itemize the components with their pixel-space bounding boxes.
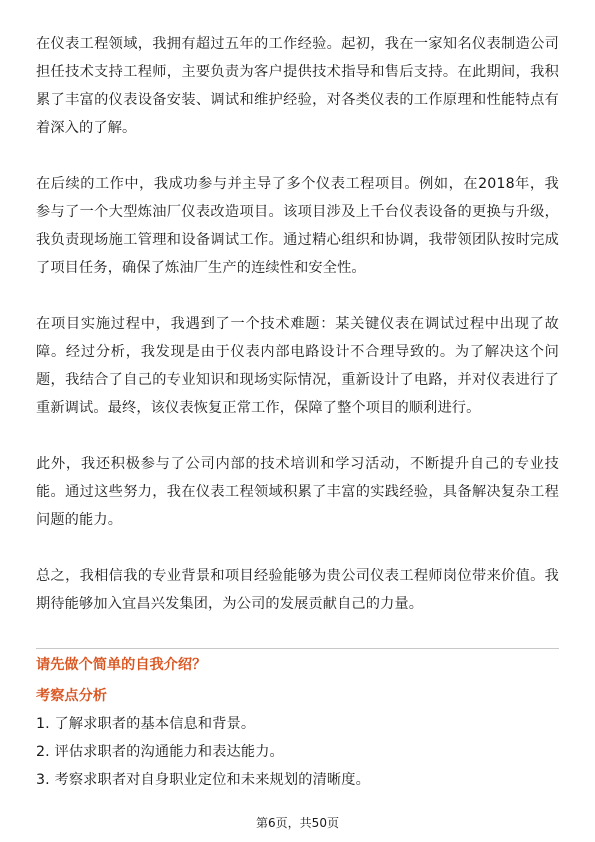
analysis-point: 2. 评估求职者的沟通能力和表达能力。: [36, 744, 284, 760]
answer-paragraph: 在仪表工程领域，我拥有超过五年的工作经验。起初，我在一家知名仪表制造公司担任技术支持工程师，主要负责为客户提供技术指导和售后支持。在此期间，我积累了丰富的仪表设备安装、调试和维护经验，对各类仪表的工作原理和性能特点有着深入的了解。: [36, 36, 559, 136]
analysis-point: 1. 了解求职者的基本信息和背景。: [36, 716, 256, 732]
answer-paragraph: 在项目实施过程中，我遇到了一个技术难题：某关键仪表在调试过程中出现了故障。经过分析，我发现是由于仪表内部电路设计不合理导致的。为了解决这个问题，我结合了自己的专业知识和现场实际情况，重新设计了电路，并对仪表进行了重新调试。最终，该仪表恢复正常工作，保障了整个项目的顺利进行。: [36, 316, 559, 416]
answer-paragraph: 总之，我相信我的专业背景和项目经验能够为贵公司仪表工程师岗位带来价值。我期待能够加入宜昌兴发集团，为公司的发展贡献自己的力量。: [36, 568, 559, 612]
answer-body: [36, 30, 559, 628]
analysis-list: [36, 710, 559, 794]
question-title: 请先做个简单的自我介绍？: [36, 657, 207, 673]
answer-paragraph: 此外，我还积极参与了公司内部的技术培训和学习活动，不断提升自己的专业技能。通过这些努力，我在仪表工程领域积累了丰富的实践经验，具备解决复杂工程问题的能力。: [36, 456, 559, 528]
page-number: 第6页，共50页: [256, 816, 339, 830]
analysis-point: 3. 考察求职者对自身职业定位和未来规划的清晰度。: [36, 772, 370, 788]
answer-paragraph: 在后续的工作中，我成功参与并主导了多个仪表工程项目。例如，在2018年，我参与了一个大型炼油厂仪表改造项目。该项目涉及上千台仪表设备的更换与升级，我负责现场施工管理和设备调试工作。通过精心组织和协调，我带领团队按时完成了项目任务，确保了炼油厂生产的连续性和安全性。: [36, 176, 559, 276]
section-divider: [36, 648, 559, 649]
analysis-heading: 考察点分析: [36, 688, 107, 704]
